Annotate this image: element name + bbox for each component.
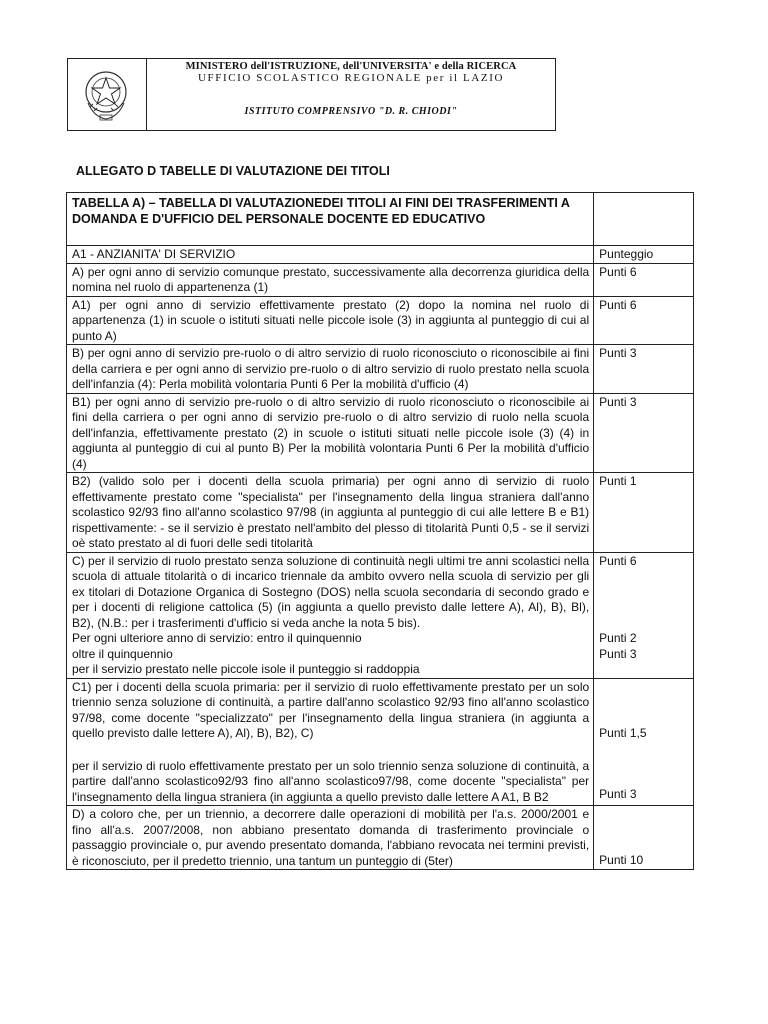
row-c-score2: Punti 2 [599, 631, 637, 645]
row-c1-text1: C1) per i docenti della scuola primaria: per il servizio di ruolo effettivamente prestato per un solo triennio senza soluzione di continuità, a partire dall'anno scolastico 92/93 fino all'anno scolastico 97/98, come docente "specializzato" per l'insegnamento della lingua straniera (in aggiunta a quello previsto dalle lettere A), Al), B), B2), C) [72, 679, 590, 740]
document-title: ALLEGATO D TABELLE DI VALUTAZIONE DEI TITOLI [76, 164, 390, 178]
table-row [67, 345, 694, 394]
row-c1-scores [594, 678, 694, 806]
row-c-line4: per il servizio prestato nelle piccole isole il punteggio si raddoppia [72, 662, 420, 676]
table-row [67, 552, 694, 678]
table-row [67, 806, 694, 870]
row-c-scores [594, 552, 694, 678]
row-b2-score: Punti 1 [594, 473, 694, 553]
row-b1-score: Punti 3 [594, 393, 694, 473]
row-c-score3: Punti 3 [599, 646, 637, 661]
row-c-score: Punti 6 [599, 553, 637, 568]
row-c-text: C) per il servizio di ruolo prestato senza soluzione di continuità negli ultimi tre anni scolastici nella scuola di attuale titolarità o di incarico triennale da ambito ovvero nella scuola di servizio per gli ex titolari di Dotazione Organica di Sostegno (DOS) nella scuola secondaria di secondo grado e per i docenti di religione cattolica (5) (in aggiunta a quello previsto dalle lettere A), Al), B), Bl), B2), (N.B.: per i trasferimenti d'ufficio si veda anche la nota 5 bis). [72, 553, 590, 630]
row-c-line3: oltre il quinquennio [72, 646, 173, 661]
row-c-line2: Per ogni ulteriore anno di servizio: entro il quinquennio [72, 631, 362, 645]
row-a1-score: Punti 6 [594, 296, 694, 345]
regional-office: UFFICIO SCOLASTICO REGIONALE per il LAZIO [197, 72, 505, 84]
row-c1-score1: Punti 1,5 [599, 725, 647, 740]
row-c1-score2: Punti 3 [599, 787, 637, 801]
table-row [67, 678, 694, 806]
table-title: TABELLA A) – TABELLA DI VALUTAZIONEDEI TITOLI AI FINI DEI TRASFERIMENTI A DOMANDA E D'UFFICIO DEL PERSONALE DOCENTE ED EDUCATIVO [67, 193, 594, 246]
ministry-name: MINISTERO dell'ISTRUZIONE, dell'UNIVERSITA' e della RICERCA [185, 61, 517, 72]
row-c-cell [67, 552, 594, 678]
section-heading: A1 - ANZIANITA' DI SERVIZIO [67, 246, 594, 264]
row-d-text: D) a coloro che, per un triennio, a decorrere dalle operazioni di mobilità per l'a.s. 2000/2001 e fino all'a.s. 2007/2008, non abbiano presentato domanda di trasferimento provinciale o passaggio provinciale o, pur avendo presentato domanda, l'abbiano revocata nei termini previsti, è riconosciuto, per il predetto triennio, una tantum un punteggio di (5ter) [67, 806, 594, 870]
table-row [67, 473, 694, 553]
row-b-text: B) per ogni anno di servizio pre-ruolo o di altro servizio di ruolo riconosciuto o riconoscibile ai fini della carriera e per ogni anno di servizio pre-ruolo o di altro servizio di ruolo prestato nella scuola dell'infanzia (4): Perla mobilità volontaria Punti 6 Per la mobilità d'ufficio (4) [67, 345, 594, 394]
row-a-text: A) per ogni anno di servizio comunque prestato, successivamente alla decorrenza giuridica della nomina nel ruolo di appartenenza (1) [67, 263, 594, 296]
letterhead [67, 58, 556, 131]
row-a-score: Punti 6 [594, 263, 694, 296]
table-title-empty-cell [594, 193, 694, 246]
row-a1-text: A1) per ogni anno di servizio effettivamente prestato (2) dopo la nomina nel ruolo di appartenenza (1) in scuole o istituti situati nelle piccole isole (3) in aggiunta al punteggio di cui al punto A) [67, 296, 594, 345]
row-d-score: Punti 10 [599, 853, 644, 867]
section-heading-row [67, 246, 694, 264]
row-b1-text: B1) per ogni anno di servizio pre-ruolo o di altro servizio di ruolo riconosciuto o riconoscibile ai fini della carriera o per ogni anno di servizio pre-ruolo o di altro servizio di ruolo nella scuola dell'infanzia, effettivamente prestato (2) in scuole o istituti situati nelle piccole isole (3) (4) in aggiunta al punteggio di cui al punto B) Per la mobilità volontaria Punti 6 Per la mobilità d'ufficio (4) [67, 393, 594, 473]
table-row [67, 393, 694, 473]
row-c1-cell [67, 678, 594, 806]
row-b-score: Punti 3 [594, 345, 694, 394]
institute-name: ISTITUTO COMPRENSIVO "D. R. CHIODI" [244, 106, 458, 117]
evaluation-table [66, 192, 694, 870]
letterhead-text [147, 59, 555, 130]
republic-emblem-icon [80, 63, 132, 125]
table-row [67, 263, 694, 296]
table-title-row [67, 193, 694, 246]
row-c1-text2: per il servizio di ruolo effettivamente prestato per un solo triennio senza soluzione di continuità, a partire dall'anno scolastico92/93 fino all'anno scolastico97/98, come docente "specialista" per l'insegnamento della lingua straniera (in aggiunta a quello previsto dalle lettere A A1, B B2 [72, 758, 590, 804]
table-row [67, 296, 694, 345]
score-heading: Punteggio [594, 246, 694, 264]
emblem-cell [68, 59, 147, 130]
row-b2-text: B2) (valido solo per i docenti della scuola primaria) per ogni anno di servizio di ruolo effettivamente prestato come "specialista" per l'insegnamento della lingua straniera dall'anno scolastico 92/93 fino all'anno scolastico 97/98 (in aggiunta al punteggio di cui alle lettere B e B1) rispettivamente: - se il servizio è prestato nell'ambito del plesso di titolarità Punti 0,5 - se il servizi oè stato prestato al di fuori delle sedi titolarità [67, 473, 594, 553]
row-d-scores [594, 806, 694, 870]
